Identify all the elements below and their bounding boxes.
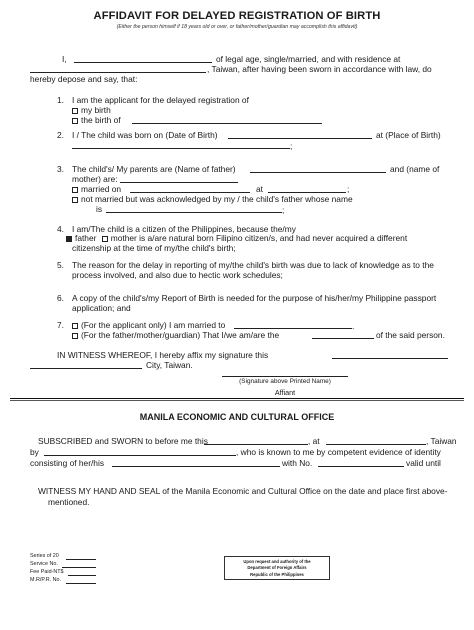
item-7-applicant-option[interactable]: (For the applicant only) I am married to: [72, 320, 225, 330]
item-3-is: is: [96, 204, 103, 214]
item-7-number: 7.: [57, 320, 64, 330]
sworn-line2-end: , who is known to me by competent evidence of identity: [236, 447, 441, 457]
item-3-and: and (name of: [390, 164, 440, 174]
series-blank[interactable]: [66, 559, 96, 560]
item-6-line1: A copy of the child's/my Report of Birth is needed for the purpose of his/her/my Philippine passport: [72, 293, 437, 303]
office-title: MANILA ECONOMIC AND CULTURAL OFFICE: [139, 412, 335, 422]
checkbox-married[interactable]: [72, 187, 78, 193]
spouse-name-blank[interactable]: [234, 328, 352, 329]
service-blank[interactable]: [62, 567, 96, 568]
sworn-line3-mid: with No.: [282, 458, 313, 468]
item-4-line1: I am/The child is a citizen of the Philippines, because the/my: [72, 224, 296, 234]
residence-blank[interactable]: [30, 72, 206, 73]
series-label: Series of 20: [30, 553, 59, 559]
item-1-option-my-birth[interactable]: my birth: [72, 105, 111, 115]
witness-line1: IN WITNESS WHEREOF, I hereby affix my signature this: [57, 350, 269, 360]
birth-of-blank[interactable]: [132, 123, 322, 124]
item-5-line2: process involved, and also due to hectic work schedules;: [72, 270, 283, 280]
item-4-line3: citizenship at the time of my/the child's birth;: [72, 243, 236, 253]
fee-label: Fee Paid-NT$: [30, 569, 64, 575]
item-2-number: 2.: [57, 130, 64, 140]
fee-blank[interactable]: [68, 575, 96, 576]
checkbox-guardian[interactable]: [72, 333, 78, 339]
item-7-guardian-option[interactable]: (For the father/mother/guardian) That I/we am/are the: [72, 330, 279, 340]
witness-hand-line1: WITNESS MY HAND AND SEAL of the Manila Economic and Cultural Office on the date and place first above-: [38, 486, 448, 496]
evidence-blank[interactable]: [112, 466, 280, 467]
authority-stamp: Upon request and authority of the Department of Foreign Affairs Republic of the Philippines: [224, 556, 330, 580]
item-3-text: The child's/ My parents are (Name of father): [72, 164, 236, 174]
item-6-line2: application; and: [72, 303, 131, 313]
mr-blank[interactable]: [66, 583, 96, 584]
intro-line1-end: of legal age, single/married, and with residence at: [216, 54, 401, 64]
checkbox-mother[interactable]: [102, 236, 108, 242]
intro-line2-end: , Taiwan, after having been sworn in accordance with law, do: [207, 64, 432, 74]
checkbox-my-birth[interactable]: [72, 108, 78, 114]
signature-role: Affiant: [274, 388, 296, 397]
item-3-number: 3.: [57, 164, 64, 174]
item-3-married-option[interactable]: married on: [72, 184, 121, 194]
item-2-text: I / The child was born on (Date of Birth): [72, 130, 218, 140]
document-title: AFFIDAVIT FOR DELAYED REGISTRATION OF BIRTH: [93, 10, 381, 22]
evidence-number-blank[interactable]: [318, 466, 404, 467]
item-5-number: 5.: [57, 260, 64, 270]
checkbox-applicant[interactable]: [72, 323, 78, 329]
item-3-not-married-option[interactable]: not married but was acknowledged by my / the child's father whose name: [72, 194, 353, 204]
acknowledging-father-blank[interactable]: [106, 212, 282, 213]
item-5-line1: The reason for the delay in reporting of my/the child's birth was due to lack of knowledge as to the: [72, 260, 434, 270]
section-divider: [10, 398, 464, 399]
signature-blank[interactable]: [222, 376, 348, 377]
service-label: Service No.: [30, 561, 58, 567]
item-4-number: 4.: [57, 224, 64, 234]
witness-line2-end: City, Taiwan.: [146, 360, 193, 370]
signature-caption: (Signature above Printed Name): [239, 378, 331, 385]
sworn-date-blank[interactable]: [204, 444, 308, 445]
checkbox-father[interactable]: [66, 236, 72, 242]
relationship-blank[interactable]: [312, 338, 374, 339]
sworn-line1: SUBSCRIBED and SWORN to before me this: [38, 436, 208, 446]
sworn-line1-end: , Taiwan: [426, 436, 457, 446]
witness-day-blank[interactable]: [332, 358, 448, 359]
mother-name-blank[interactable]: [120, 182, 238, 183]
date-of-birth-blank[interactable]: [228, 138, 372, 139]
item-1-number: 1.: [57, 95, 64, 105]
witness-hand-line2: mentioned.: [48, 497, 90, 507]
item-4-line2[interactable]: father mother is a/are natural born Filipino citizen/s, and had never acquired a different: [66, 233, 407, 243]
name-blank[interactable]: [74, 62, 212, 63]
item-3-mother: mother) are:: [72, 174, 118, 184]
item-2-place-label: at (Place of Birth): [376, 130, 441, 140]
item-7-line2-end: of the said person.: [376, 330, 445, 340]
checkbox-not-married[interactable]: [72, 197, 78, 203]
married-at-blank[interactable]: [268, 192, 346, 193]
mr-label: M.R/P.R. No.: [30, 577, 62, 583]
sworn-by-blank[interactable]: [44, 455, 236, 456]
sworn-line3: consisting of her/his: [30, 458, 105, 468]
item-3-married-at: at: [256, 184, 263, 194]
affidavit-page: AFFIDAVIT FOR DELAYED REGISTRATION OF BIRTH (Either the person himself if 18 years old or over, or father/mother/guardian may accomplish this affidavit) I, of legal age, single/married, and with residence at , Taiwan, after having been sworn in accordance with law, do hereby depose and say, that: 1. I am the applicant for the delayed registration of my birth the birth of 2. I / The child was born on (Date of Birth) at (Place of Birth) ; 3. The child's/ My parents are (Name of father) and (name of mother) are: married on at ; not married but was acknowledged by my / the child's father whose name is ; 4. I am/The child is a citizen of the Philippines, because the/my father mother is a/are natural born Filipino citizen/s, and had never acquired a different citizenship at the time of my/the child's birth; 5. The reason for the delay in reporting of my/the child's birth was due to lack of knowledge as to the process involved, and also due to hectic work schedules; 6. A copy of the child's/my Report of Birth is needed for the purpose of his/her/my Philippine passport application; and 7. (For the applicant only) I am married to . (For the father/mother/guardian) That I/we am/are the of the said person. IN WITNESS WHEREOF, I hereby affix my signature this City, Taiwan. (Signature above Printed Name) Affiant MANILA ECONOMIC AND CULTURAL OFFICE SUBSCRIBED and SWORN to before me this , at , Taiwan by , who is known to me by competent evidence of identity consisting of her/his with No. valid until WITNESS MY HAND AND SEAL of the Manila Economic and Cultural Office on the date and place first above- mentioned. Series of 20 Service No. Fee Paid-NT$ M.R/P.R. No. Upon request and authority of the Department of Foreign Affairs Republic of the Philippines: [0, 0, 474, 630]
sworn-line3-end: valid until: [406, 458, 441, 468]
checkbox-birth-of[interactable]: [72, 118, 78, 124]
father-name-blank[interactable]: [250, 172, 386, 173]
married-on-blank[interactable]: [130, 192, 250, 193]
witness-city-blank[interactable]: [30, 368, 142, 369]
intro-line3: hereby depose and say, that:: [30, 74, 138, 84]
item-1-option-birth-of[interactable]: the birth of: [72, 115, 121, 125]
sworn-place-blank[interactable]: [326, 444, 426, 445]
item-1-text: I am the applicant for the delayed registration of: [72, 95, 249, 105]
sworn-line1-at: , at: [308, 436, 320, 446]
intro-i-label: I,: [62, 54, 67, 64]
sworn-line2: by: [30, 447, 39, 457]
document-subtitle: (Either the person himself if 18 years old or over, or father/mother/guardian may accomplish this affidavit): [116, 24, 358, 30]
place-of-birth-blank[interactable]: [72, 148, 290, 149]
item-6-number: 6.: [57, 293, 64, 303]
